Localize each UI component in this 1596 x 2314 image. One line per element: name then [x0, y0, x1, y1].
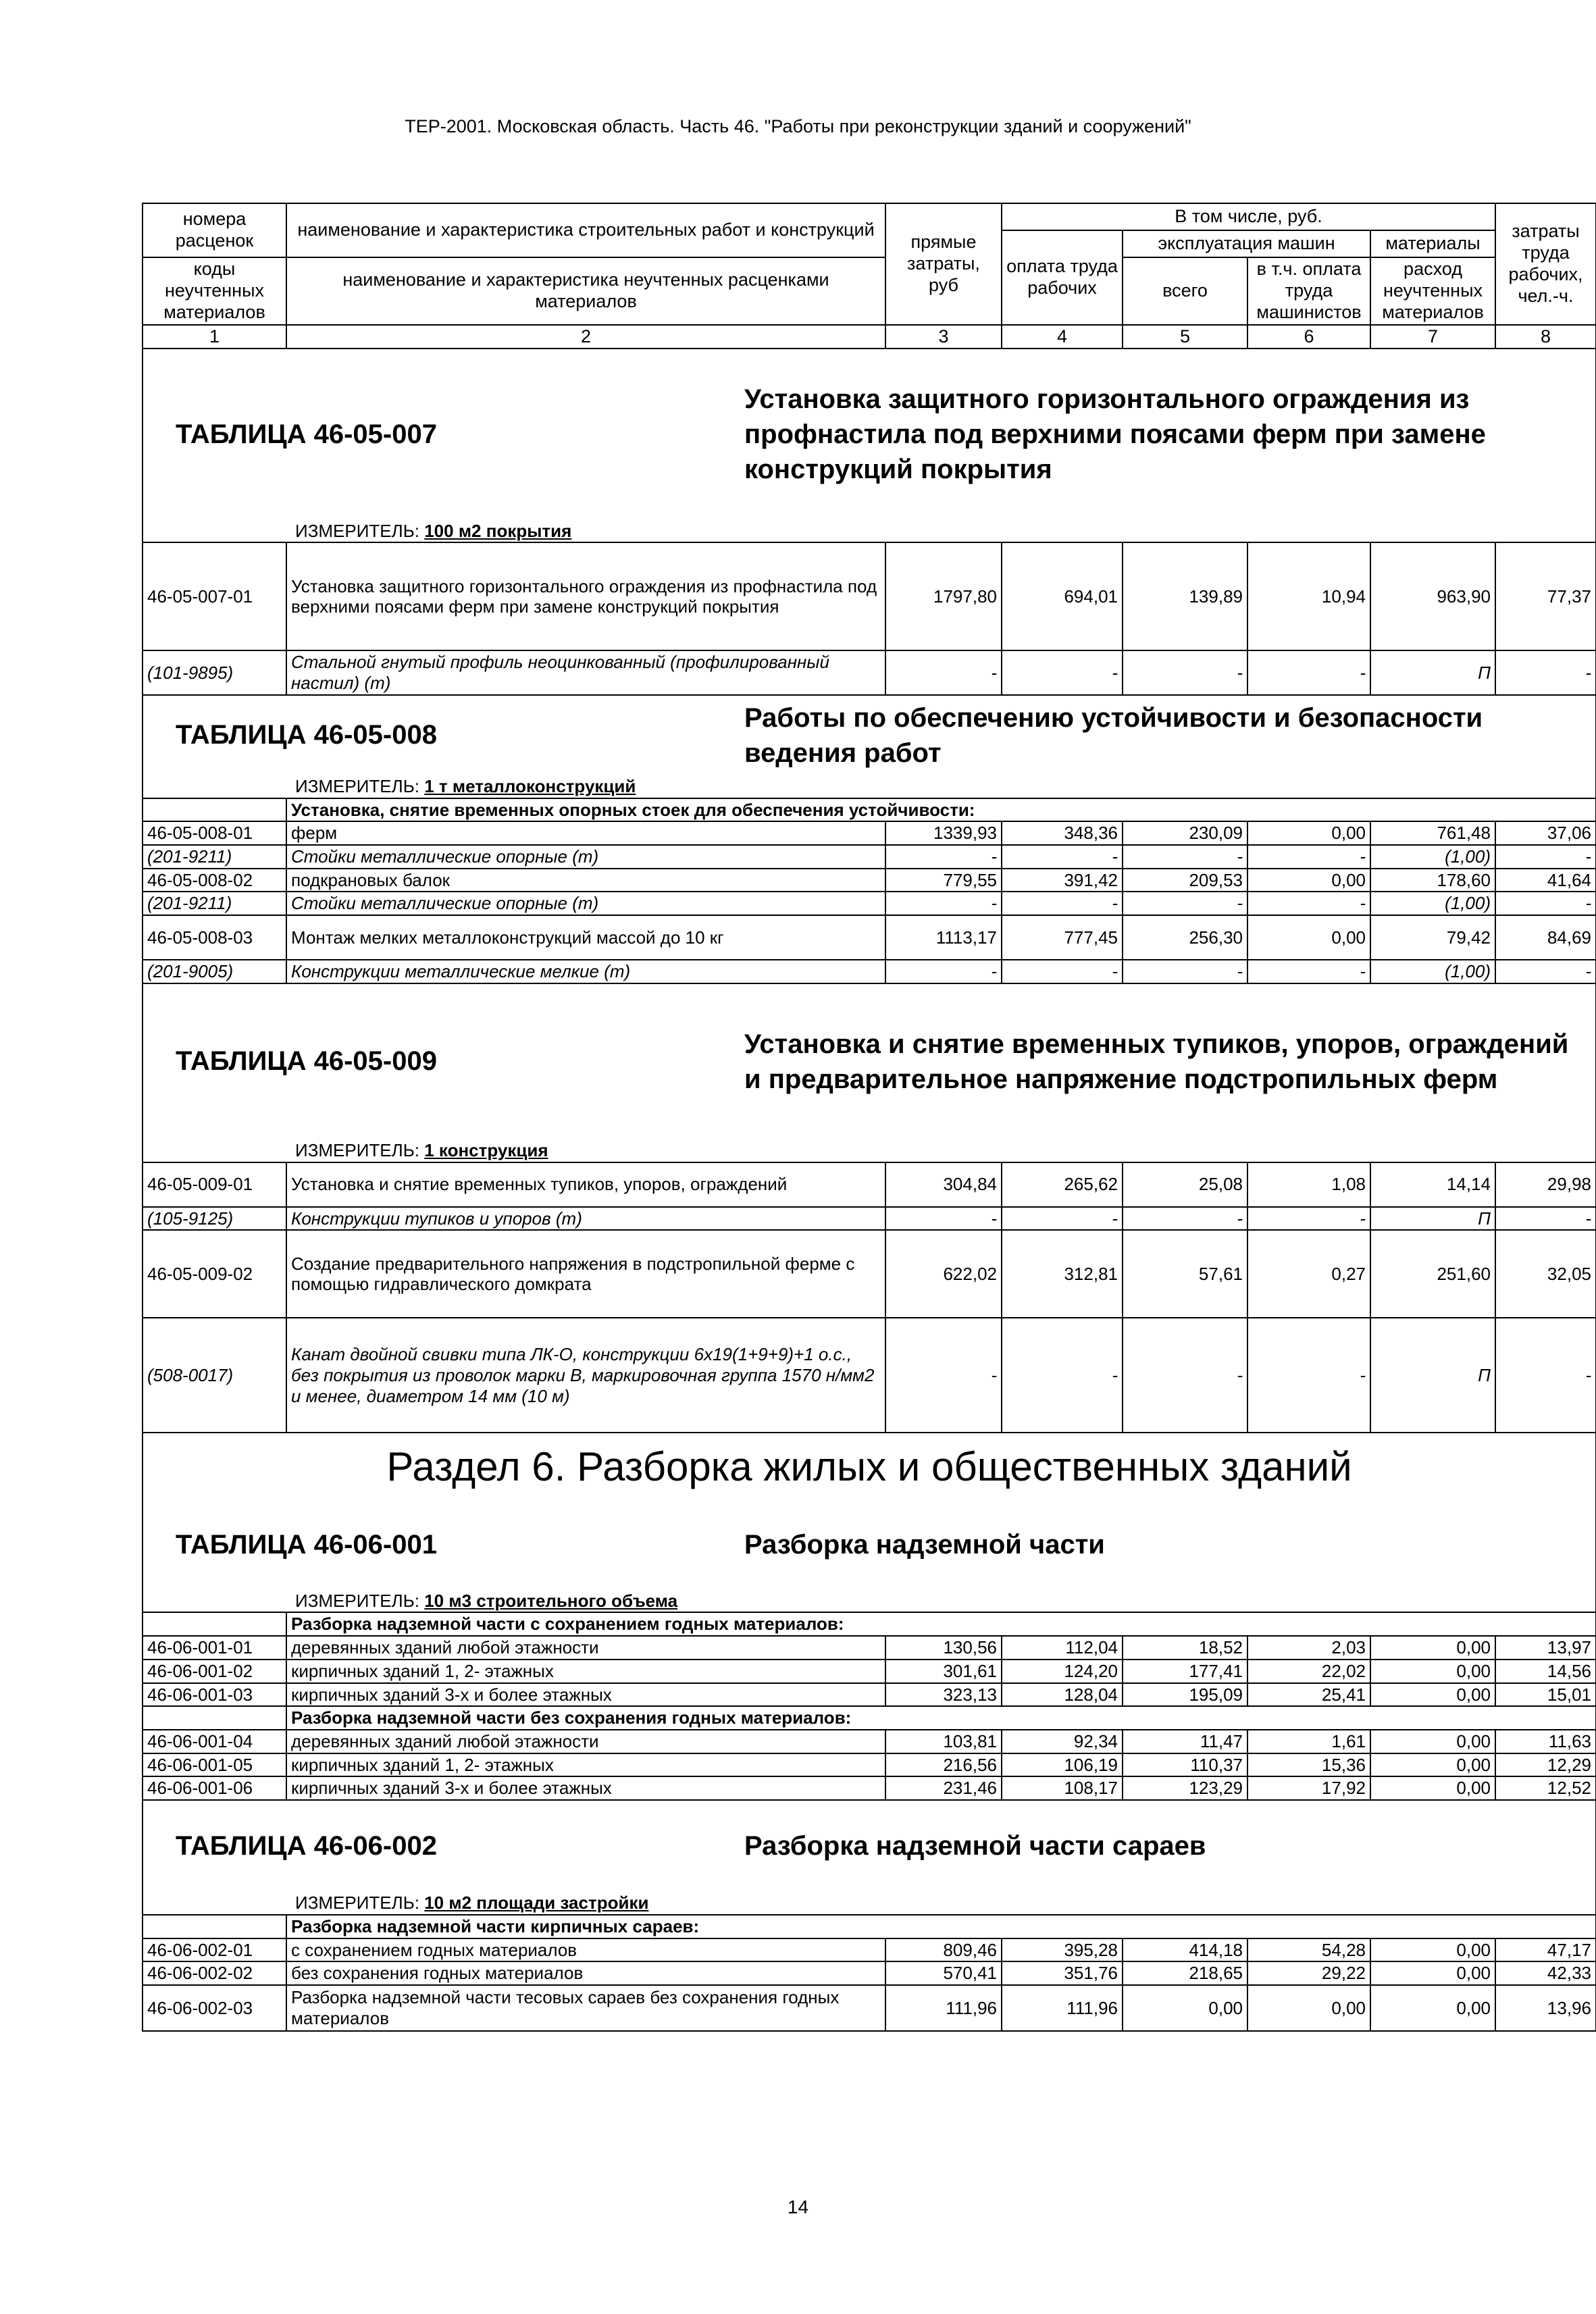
name-cell: Канат двойной свивки типа ЛК-О, конструкции 6х19(1+9+9)+1 о.с., без покрытия из проволок марки В, маркировочная группа 1570 н/мм2 и менее, диаметром 14 мм (10 м): [286, 1318, 885, 1433]
table-title: Установка защитного горизонтального ограждения из профнастила под верхними поясами ферм при замене конструкций покрытия: [744, 384, 1486, 485]
table-row: [143, 650, 1596, 694]
col-header-direct-costs: прямые затраты, руб: [885, 203, 1002, 325]
measure-unit: [143, 1589, 1596, 1612]
table-id: ТАБЛИЦА 46-06-001: [176, 1529, 437, 1560]
col-num: 6: [1247, 325, 1370, 349]
table-row: [143, 1433, 1596, 1500]
value-cell: -: [1495, 845, 1596, 869]
name-cell: кирпичных зданий 1, 2- этажных: [286, 1660, 885, 1683]
value-cell: 25,08: [1123, 1162, 1247, 1207]
table-row: [143, 845, 1596, 869]
value-cell: 106,19: [1002, 1753, 1123, 1777]
value-cell: -: [1495, 650, 1596, 694]
value-cell: 25,41: [1247, 1683, 1370, 1707]
subheader: Разборка надземной части с сохранением годных материалов:: [286, 1612, 1596, 1636]
code-cell: 46-06-002-02: [143, 1961, 286, 1985]
table-row: [143, 1961, 1596, 1985]
measure-label: ИЗМЕРИТЕЛЬ:: [295, 1590, 425, 1611]
table-row: [143, 1589, 1596, 1612]
value-cell: 216,56: [885, 1753, 1002, 1777]
col-header-material-usage: расход неучтенных материалов: [1370, 257, 1495, 325]
value-cell: 29,98: [1495, 1162, 1596, 1207]
measure-unit: [143, 1892, 1596, 1915]
measure-label: ИЗМЕРИТЕЛЬ:: [295, 1139, 425, 1160]
table-row: [143, 1636, 1596, 1660]
table-row: [143, 1915, 1596, 1938]
name-cell: деревянных зданий любой этажности: [286, 1636, 885, 1660]
name-cell: Установка защитного горизонтального ограждения из профнастила под верхними поясами ферм при замене конструкций покрытия: [286, 542, 885, 650]
col-header-including: В том числе, руб.: [1002, 203, 1495, 230]
value-cell: 111,96: [1002, 1985, 1123, 2031]
name-cell: подкрановых балок: [286, 869, 885, 892]
measure-unit: [143, 519, 1596, 542]
name-cell: Разборка надземной части тесовых сараев без сохранения годных материалов: [286, 1985, 885, 2031]
table-title-block: [143, 1800, 1596, 1892]
table-row: [143, 542, 1596, 650]
value-cell: 570,41: [885, 1961, 1002, 1985]
value-cell: 1339,93: [885, 821, 1002, 845]
value-cell: -: [1247, 892, 1370, 915]
value-cell: 265,62: [1002, 1162, 1123, 1207]
value-cell: (1,00): [1370, 845, 1495, 869]
name-cell: без сохранения годных материалов: [286, 1961, 885, 1985]
value-cell: 57,61: [1123, 1230, 1247, 1318]
value-cell: 0,00: [1370, 1776, 1495, 1800]
value-cell: 37,06: [1495, 821, 1596, 845]
name-cell: Стойки металлические опорные (т): [286, 845, 885, 869]
table-title-block: [143, 1500, 1596, 1589]
name-cell: Создание предварительного напряжения в подстропильной ферме с помощью гидравлического домкрата: [286, 1230, 885, 1318]
table-title-block: [143, 695, 1596, 775]
table-title: Разборка надземной части сараев: [744, 1831, 1206, 1861]
col-header-material-codes: коды неучтенных материалов: [143, 257, 286, 325]
table-row: [143, 892, 1596, 915]
code-cell: 46-06-001-06: [143, 1776, 286, 1800]
code-cell: 46-05-009-02: [143, 1230, 286, 1318]
value-cell: 123,29: [1123, 1776, 1247, 1800]
table-row: [143, 821, 1596, 845]
value-cell: -: [1002, 892, 1123, 915]
code-cell: 46-06-002-01: [143, 1938, 286, 1962]
page-header: ТЕР-2001. Московская область. Часть 46. "Работы при реконструкции зданий и сооружений": [405, 116, 1191, 136]
value-cell: -: [885, 892, 1002, 915]
value-cell: (1,00): [1370, 892, 1495, 915]
value-cell: 304,84: [885, 1162, 1002, 1207]
col-header-material-names: наименование и характеристика неучтенных расценками материалов: [286, 257, 885, 325]
value-cell: 11,63: [1495, 1730, 1596, 1753]
col-num: 1: [143, 325, 286, 349]
value-cell: 195,09: [1123, 1683, 1247, 1707]
table-row: [143, 1776, 1596, 1800]
value-cell: 1113,17: [885, 915, 1002, 960]
measure-label: ИЗМЕРИТЕЛЬ:: [295, 1893, 425, 1913]
table-title: Установка и снятие временных тупиков, упоров, ограждений и предварительное напряжение подстропильных ферм: [744, 1029, 1569, 1094]
subheader: Разборка надземной части кирпичных сараев:: [286, 1915, 1596, 1938]
value-cell: 777,45: [1002, 915, 1123, 960]
col-num: 4: [1002, 325, 1123, 349]
table-row: [143, 1162, 1596, 1207]
value-cell: -: [1495, 1318, 1596, 1433]
table-row: [143, 798, 1596, 822]
value-cell: -: [1123, 1318, 1247, 1433]
value-cell: -: [885, 960, 1002, 983]
value-cell: 694,01: [1002, 542, 1123, 650]
value-cell: 0,00: [1370, 1961, 1495, 1985]
code-cell: 46-05-008-03: [143, 915, 286, 960]
value-cell: -: [1123, 960, 1247, 983]
code-cell: 46-06-001-05: [143, 1753, 286, 1777]
value-cell: -: [1123, 845, 1247, 869]
col-num: 7: [1370, 325, 1495, 349]
empty-cell: [143, 1706, 286, 1730]
value-cell: 13,97: [1495, 1636, 1596, 1660]
name-cell: ферм: [286, 821, 885, 845]
value-cell: -: [885, 650, 1002, 694]
value-cell: 323,13: [885, 1683, 1002, 1707]
value-cell: 15,36: [1247, 1753, 1370, 1777]
value-cell: 92,34: [1002, 1730, 1123, 1753]
table-row: [143, 775, 1596, 798]
value-cell: 47,17: [1495, 1938, 1596, 1962]
value-cell: -: [885, 845, 1002, 869]
value-cell: 10,94: [1247, 542, 1370, 650]
value-cell: 84,69: [1495, 915, 1596, 960]
measure-label: ИЗМЕРИТЕЛЬ:: [295, 520, 425, 541]
value-cell: 22,02: [1247, 1660, 1370, 1683]
value-cell: 177,41: [1123, 1660, 1247, 1683]
value-cell: 12,52: [1495, 1776, 1596, 1800]
table-row: [143, 1207, 1596, 1231]
col-header-wages: оплата труда рабочих: [1002, 230, 1123, 325]
table-id: ТАБЛИЦА 46-05-009: [176, 1046, 437, 1077]
value-cell: -: [1002, 1207, 1123, 1231]
name-cell: деревянных зданий любой этажности: [286, 1730, 885, 1753]
value-cell: 0,00: [1247, 821, 1370, 845]
col-num: 8: [1495, 325, 1596, 349]
col-header-code: номера расценок: [143, 203, 286, 257]
code-cell: (201-9211): [143, 845, 286, 869]
code-cell: (508-0017): [143, 1318, 286, 1433]
value-cell: 0,00: [1370, 1636, 1495, 1660]
code-cell: 46-05-008-01: [143, 821, 286, 845]
table-title-block: [143, 983, 1596, 1139]
name-cell: с сохранением годных материалов: [286, 1938, 885, 1962]
col-num: 2: [286, 325, 885, 349]
value-cell: -: [1247, 650, 1370, 694]
value-cell: 178,60: [1370, 869, 1495, 892]
value-cell: 779,55: [885, 869, 1002, 892]
table-row: [143, 869, 1596, 892]
value-cell: 251,60: [1370, 1230, 1495, 1318]
value-cell: 77,37: [1495, 542, 1596, 650]
value-cell: 1797,80: [885, 542, 1002, 650]
value-cell: 14,14: [1370, 1162, 1495, 1207]
value-cell: -: [1123, 892, 1247, 915]
name-cell: Конструкции металлические мелкие (т): [286, 960, 885, 983]
col-header-machinist-wages: в т.ч. оплата труда машинистов: [1247, 257, 1370, 325]
code-cell: (105-9125): [143, 1207, 286, 1231]
value-cell: 809,46: [885, 1938, 1002, 1962]
table-row: [143, 1660, 1596, 1683]
value-cell: 230,09: [1123, 821, 1247, 845]
name-cell: Стальной гнутый профиль неоцинкованный (профилированный настил) (т): [286, 650, 885, 694]
empty-cell: [143, 1612, 286, 1636]
empty-cell: [143, 1915, 286, 1938]
value-cell: 108,17: [1002, 1776, 1123, 1800]
value-cell: -: [1002, 650, 1123, 694]
measure-value: 10 м3 строительного объема: [424, 1590, 678, 1611]
value-cell: -: [1002, 960, 1123, 983]
table-row: [143, 1230, 1596, 1318]
value-cell: 42,33: [1495, 1961, 1596, 1985]
col-header-name: наименование и характеристика строительных работ и конструкций: [286, 203, 885, 257]
value-cell: 0,00: [1370, 1753, 1495, 1777]
value-cell: 79,42: [1370, 915, 1495, 960]
table-row: [143, 915, 1596, 960]
table-row: [143, 983, 1596, 1139]
code-cell: 46-05-008-02: [143, 869, 286, 892]
table-id: ТАБЛИЦА 46-06-002: [176, 1830, 437, 1861]
value-cell: -: [1123, 650, 1247, 694]
name-cell: Стойки металлические опорные (т): [286, 892, 885, 915]
name-cell: Установка и снятие временных тупиков, упоров, ограждений: [286, 1162, 885, 1207]
value-cell: 32,05: [1495, 1230, 1596, 1318]
table-id: ТАБЛИЦА 46-05-008: [176, 720, 437, 750]
value-cell: 351,76: [1002, 1961, 1123, 1985]
code-cell: 46-05-007-01: [143, 542, 286, 650]
table-row: [143, 1892, 1596, 1915]
value-cell: 0,00: [1370, 1683, 1495, 1707]
measure-value: 1 конструкция: [424, 1139, 548, 1160]
measure-label: ИЗМЕРИТЕЛЬ:: [295, 775, 425, 796]
code-cell: (101-9895): [143, 650, 286, 694]
name-cell: кирпичных зданий 3-х и более этажных: [286, 1776, 885, 1800]
value-cell: 17,92: [1247, 1776, 1370, 1800]
value-cell: 2,03: [1247, 1636, 1370, 1660]
value-cell: 312,81: [1002, 1230, 1123, 1318]
value-cell: 41,64: [1495, 869, 1596, 892]
value-cell: 0,00: [1123, 1985, 1247, 2031]
name-cell: Монтаж мелких металлоконструкций массой до 10 кг: [286, 915, 885, 960]
table-row: [143, 1612, 1596, 1636]
table-row: [143, 1938, 1596, 1962]
col-header-materials: материалы: [1370, 230, 1495, 257]
value-cell: 0,00: [1370, 1985, 1495, 2031]
col-num: 5: [1123, 325, 1247, 349]
measure-value: 1 т металлоконструкций: [424, 775, 636, 796]
empty-cell: [143, 798, 286, 822]
value-cell: 14,56: [1495, 1660, 1596, 1683]
value-cell: 12,29: [1495, 1753, 1596, 1777]
value-cell: 0,27: [1247, 1230, 1370, 1318]
value-cell: 110,37: [1123, 1753, 1247, 1777]
value-cell: 301,61: [885, 1660, 1002, 1683]
name-cell: Конструкции тупиков и упоров (т): [286, 1207, 885, 1231]
value-cell: -: [1495, 1207, 1596, 1231]
col-header-machines-total: всего: [1123, 257, 1247, 325]
value-cell: П: [1370, 650, 1495, 694]
value-cell: 209,53: [1123, 869, 1247, 892]
name-cell: кирпичных зданий 3-х и более этажных: [286, 1683, 885, 1707]
value-cell: 1,08: [1247, 1162, 1370, 1207]
measure-unit: [143, 775, 1596, 798]
value-cell: 414,18: [1123, 1938, 1247, 1962]
table-row: [143, 1706, 1596, 1730]
code-cell: 46-06-001-01: [143, 1636, 286, 1660]
value-cell: 231,46: [885, 1776, 1002, 1800]
value-cell: 395,28: [1002, 1938, 1123, 1962]
value-cell: П: [1370, 1318, 1495, 1433]
table-row: [143, 1753, 1596, 1777]
table-row: [143, 1318, 1596, 1433]
table-row: [143, 1683, 1596, 1707]
table-row: [143, 960, 1596, 983]
value-cell: -: [1123, 1207, 1247, 1231]
value-cell: 391,42: [1002, 869, 1123, 892]
value-cell: -: [885, 1318, 1002, 1433]
value-cell: 103,81: [885, 1730, 1002, 1753]
code-cell: 46-06-001-04: [143, 1730, 286, 1753]
table-title: Работы по обеспечению устойчивости и безопасности ведения работ: [744, 702, 1483, 768]
code-cell: (201-9211): [143, 892, 286, 915]
value-cell: 0,00: [1370, 1730, 1495, 1753]
table-title-block: [143, 349, 1596, 519]
value-cell: (1,00): [1370, 960, 1495, 983]
value-cell: 11,47: [1123, 1730, 1247, 1753]
value-cell: 963,90: [1370, 542, 1495, 650]
code-cell: (201-9005): [143, 960, 286, 983]
table-id: ТАБЛИЦА 46-05-007: [176, 419, 437, 449]
value-cell: 139,89: [1123, 542, 1247, 650]
value-cell: -: [1247, 1318, 1370, 1433]
value-cell: -: [1002, 845, 1123, 869]
table-row: [143, 519, 1596, 542]
section-title: Раздел 6. Разборка жилых и общественных зданий: [143, 1433, 1596, 1500]
value-cell: 124,20: [1002, 1660, 1123, 1683]
price-table: [142, 203, 1596, 2032]
table-row: [143, 349, 1596, 519]
code-cell: 46-06-001-02: [143, 1660, 286, 1683]
value-cell: 348,36: [1002, 821, 1123, 845]
code-cell: 46-06-002-03: [143, 1985, 286, 2031]
subheader: Установка, снятие временных опорных стоек для обеспечения устойчивости:: [286, 798, 1596, 822]
value-cell: П: [1370, 1207, 1495, 1231]
value-cell: -: [1247, 1207, 1370, 1231]
table-row: [143, 695, 1596, 775]
value-cell: -: [1495, 892, 1596, 915]
value-cell: 13,96: [1495, 1985, 1596, 2031]
value-cell: 761,48: [1370, 821, 1495, 845]
value-cell: 0,00: [1370, 1938, 1495, 1962]
page-number: 14: [787, 2196, 809, 2217]
value-cell: 1,61: [1247, 1730, 1370, 1753]
table-title: Разборка надземной части: [744, 1530, 1105, 1560]
value-cell: 622,02: [885, 1230, 1002, 1318]
code-cell: 46-06-001-03: [143, 1683, 286, 1707]
value-cell: 0,00: [1247, 915, 1370, 960]
value-cell: -: [1247, 845, 1370, 869]
table-row: [143, 1730, 1596, 1753]
subheader: Разборка надземной части без сохранения годных материалов:: [286, 1706, 1596, 1730]
value-cell: 130,56: [885, 1636, 1002, 1660]
value-cell: 0,00: [1247, 1985, 1370, 2031]
value-cell: 54,28: [1247, 1938, 1370, 1962]
value-cell: -: [1247, 960, 1370, 983]
value-cell: 128,04: [1002, 1683, 1123, 1707]
value-cell: 218,65: [1123, 1961, 1247, 1985]
code-cell: 46-05-009-01: [143, 1162, 286, 1207]
table-row: [143, 1800, 1596, 1892]
value-cell: 0,00: [1370, 1660, 1495, 1683]
value-cell: -: [1495, 960, 1596, 983]
value-cell: 112,04: [1002, 1636, 1123, 1660]
value-cell: 15,01: [1495, 1683, 1596, 1707]
table-row: [143, 1500, 1596, 1589]
value-cell: 29,22: [1247, 1961, 1370, 1985]
value-cell: -: [1002, 1318, 1123, 1433]
value-cell: 0,00: [1247, 869, 1370, 892]
table-row: [143, 1139, 1596, 1162]
col-num: 3: [885, 325, 1002, 349]
measure-unit: [143, 1139, 1596, 1162]
value-cell: -: [885, 1207, 1002, 1231]
name-cell: кирпичных зданий 1, 2- этажных: [286, 1753, 885, 1777]
col-header-machines: эксплуатация машин: [1123, 230, 1370, 257]
col-header-labor-costs: затраты труда рабочих, чел.-ч.: [1495, 203, 1596, 325]
measure-value: 100 м2 покрытия: [424, 520, 572, 541]
value-cell: 111,96: [885, 1985, 1002, 2031]
value-cell: 256,30: [1123, 915, 1247, 960]
table-row: [143, 1985, 1596, 2031]
value-cell: 18,52: [1123, 1636, 1247, 1660]
measure-value: 10 м2 площади застройки: [424, 1893, 649, 1913]
